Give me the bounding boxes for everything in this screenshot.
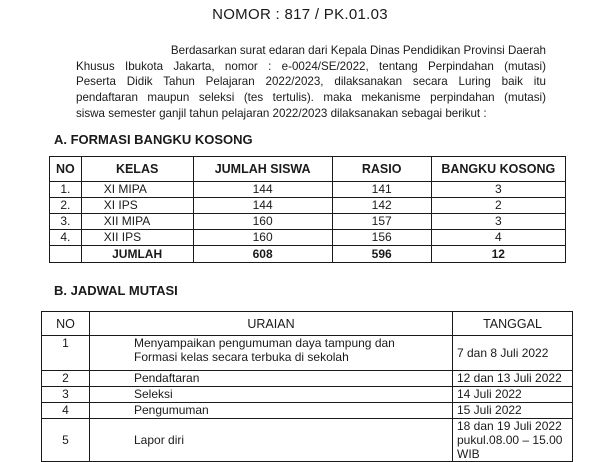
cell-tanggal: 14 Juli 2022: [453, 387, 573, 403]
cell-no: [50, 246, 82, 263]
cell-kosong: 4: [431, 230, 565, 246]
total-row: [50, 246, 566, 263]
intro-line: siswa semester ganjil tahun pelajaran 2022/2023 dilaksanakan sebagai berikut :: [76, 106, 487, 120]
cell-uraian: Seleksi: [90, 387, 453, 403]
header-uraian: URAIAN: [90, 312, 453, 336]
cell-no: 4.: [50, 230, 82, 246]
total-siswa: 608: [193, 246, 332, 263]
intro-paragraph: [76, 43, 546, 122]
table-row: [50, 182, 566, 198]
cell-siswa: 144: [193, 198, 332, 214]
table-row: [42, 419, 573, 462]
cell-kosong: 2: [431, 198, 565, 214]
cell-no: 2: [42, 371, 90, 387]
uraian-line: Menyampaikan pengumuman daya tampung dan: [134, 336, 395, 350]
cell-no: 4: [42, 403, 90, 419]
cell-siswa: 144: [193, 182, 332, 198]
table-row: [42, 371, 573, 387]
header-rasio: RASIO: [332, 157, 431, 182]
cell-tanggal: [453, 419, 573, 462]
cell-kosong: 3: [431, 182, 565, 198]
cell-tanggal: 12 dan 13 Juli 2022: [453, 371, 573, 387]
table-header-row: [42, 312, 573, 336]
total-label: JUMLAH: [81, 246, 193, 263]
table-header-row: [50, 157, 566, 182]
header-tanggal: TANGGAL: [453, 312, 573, 336]
cell-kelas: XII IPS: [81, 230, 193, 246]
cell-no: 2.: [50, 198, 82, 214]
intro-line: Peserta Didik Tahun Pelajaran 2022/2023, dilaksanakan secara Luring baik itu: [76, 75, 546, 89]
cell-no: 3.: [50, 214, 82, 230]
tanggal-line: 18 dan 19 Juli 2022: [457, 419, 562, 433]
total-kosong: 12: [431, 246, 565, 263]
cell-uraian: [90, 336, 453, 371]
header-bangku-kosong: BANGKU KOSONG: [431, 157, 565, 182]
cell-rasio: 141: [332, 182, 431, 198]
intro-line: pendaftaran maupun seleksi (tes tertulis). maka mekanisme perpindahan (mutasi): [76, 91, 546, 105]
cell-rasio: 142: [332, 198, 431, 214]
cell-kelas: XI MIPA: [81, 182, 193, 198]
cell-kosong: 3: [431, 214, 565, 230]
uraian-line: Formasi kelas secara terbuka di sekolah: [134, 350, 349, 364]
total-rasio: 596: [332, 246, 431, 263]
cell-tanggal: 15 Juli 2022: [453, 403, 573, 419]
cell-tanggal: 7 dan 8 Juli 2022: [453, 336, 573, 371]
table-row: [42, 387, 573, 403]
cell-no: 5: [42, 419, 90, 462]
header-kelas: KELAS: [81, 157, 193, 182]
cell-uraian: Pengumuman: [90, 403, 453, 419]
cell-rasio: 156: [332, 230, 431, 246]
document-number: NOMOR : 817 / PK.01.03: [212, 6, 388, 23]
section-b-title: B. JADWAL MUTASI: [54, 283, 178, 298]
intro-line: Berdasarkan surat edaran dari Kepala Dinas Pendidikan Provinsi Daerah: [170, 44, 546, 57]
cell-kelas: XII MIPA: [81, 214, 193, 230]
cell-no: 1.: [50, 182, 82, 198]
cell-siswa: 160: [193, 214, 332, 230]
table-row: [42, 403, 573, 419]
cell-no: 1: [42, 336, 90, 371]
table-row: [42, 336, 573, 371]
vacant-seat-table: [49, 156, 566, 263]
header-no: NO: [50, 157, 82, 182]
cell-uraian: Lapor diri: [90, 419, 453, 462]
cell-kelas: XI IPS: [81, 198, 193, 214]
table-row: [50, 214, 566, 230]
schedule-table: [41, 311, 573, 462]
intro-line: Khusus Ibukota Jakarta, nomor : e-0024/SE/2022, tentang Perpindahan (mutasi): [76, 59, 546, 73]
cell-rasio: 157: [332, 214, 431, 230]
cell-uraian: Pendaftaran: [90, 371, 453, 387]
cell-siswa: 160: [193, 230, 332, 246]
table-row: [50, 230, 566, 246]
cell-no: 3: [42, 387, 90, 403]
header-no: NO: [42, 312, 90, 336]
header-jumlah-siswa: JUMLAH SISWA: [193, 157, 332, 182]
tanggal-line: pukul.08.00 – 15.00 WIB: [457, 433, 563, 461]
section-a-title: A. FORMASI BANGKU KOSONG: [54, 132, 253, 147]
table-row: [50, 198, 566, 214]
